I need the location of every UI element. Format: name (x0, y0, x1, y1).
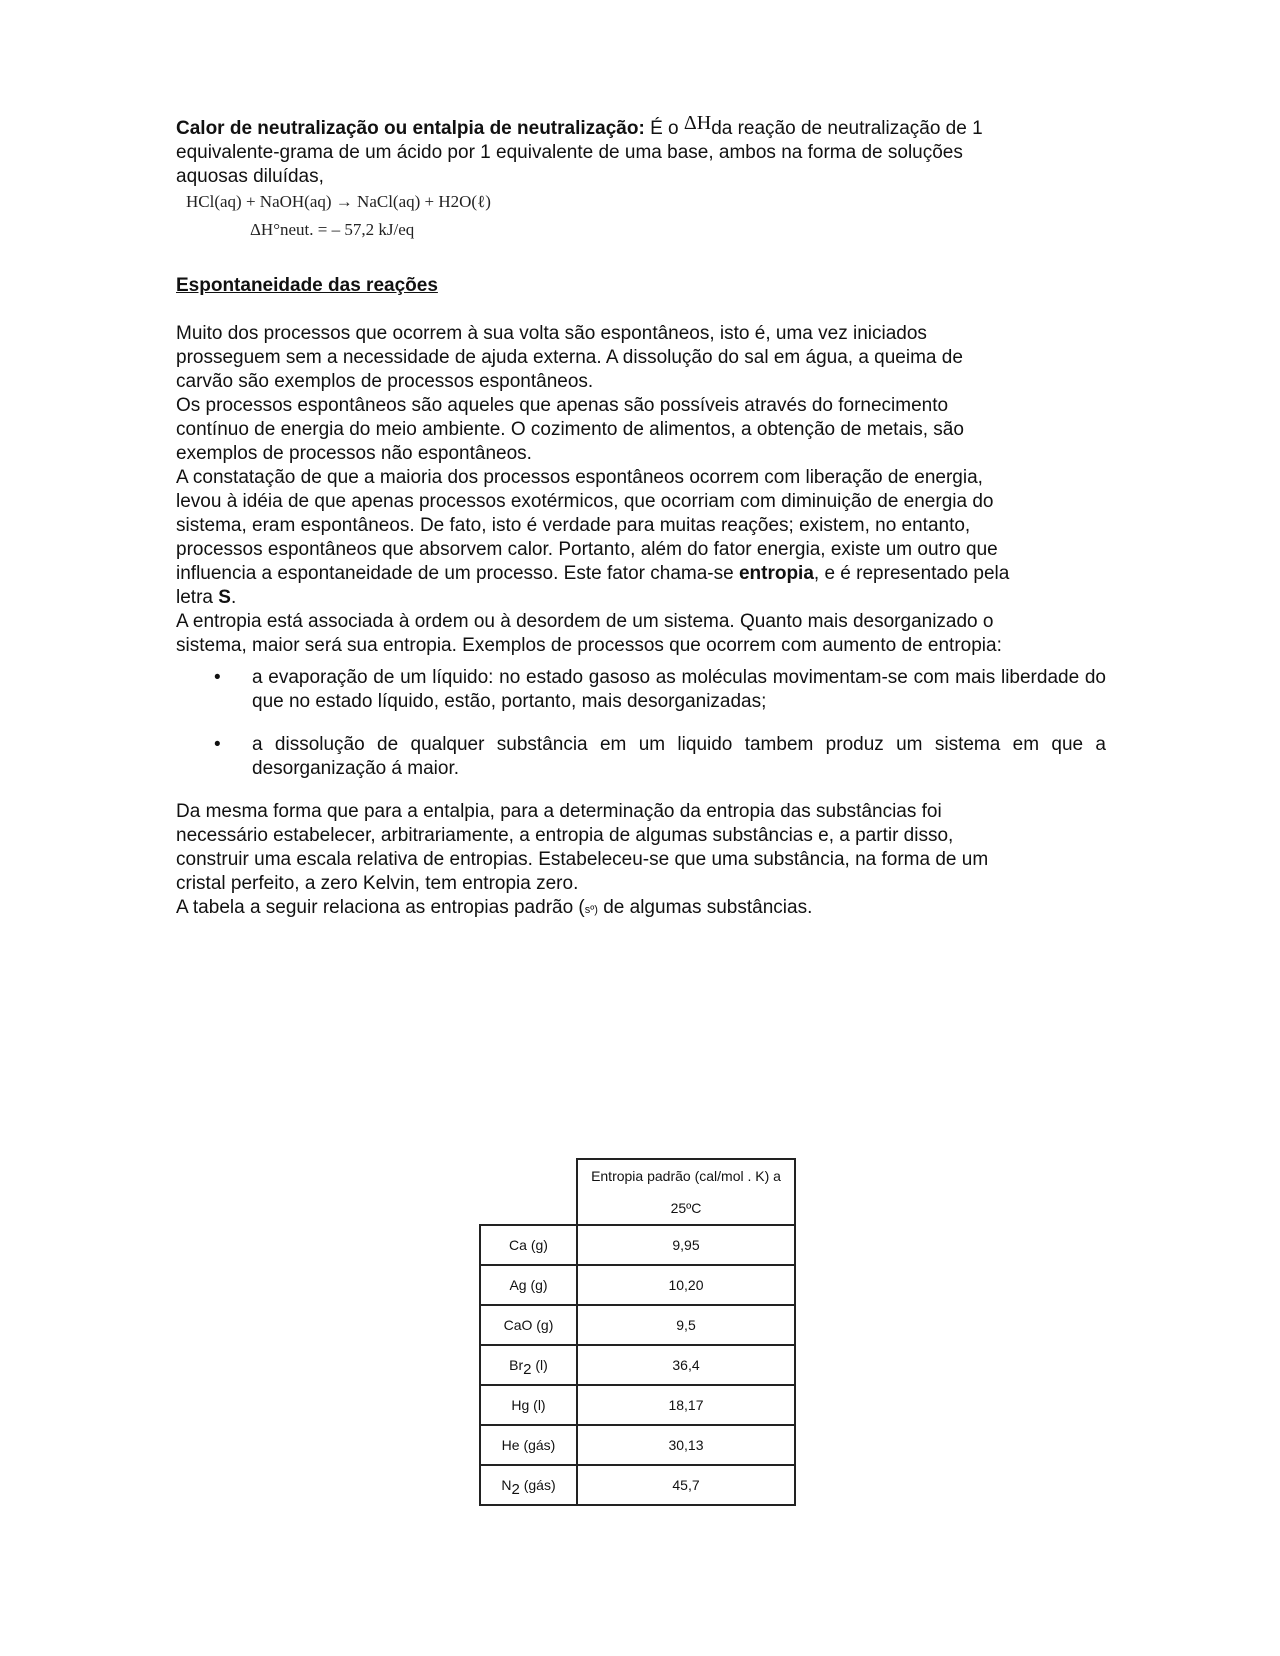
closing-line-5-post: de algumas substâncias. (597, 897, 813, 918)
table-row (480, 1305, 795, 1345)
section-heading: Espontaneidade das reações (176, 275, 438, 296)
substance-symbol: N (501, 1476, 512, 1493)
intro-line-3: aquosas diluídas, (176, 166, 324, 187)
entropy-value-cell: 9,95 (577, 1225, 795, 1265)
paragraph-3-line-4: processos espontâneos que absorvem calor. Portanto, além do fator energia, existe um outro que (176, 539, 998, 560)
closing-line-4: cristal perfeito, a zero Kelvin, tem entropia zero. (176, 873, 579, 894)
bullet-icon: • (214, 734, 221, 755)
paragraph-3-line-5-pre: influencia a espontaneidade de um processo. Este fator chama-se (176, 563, 739, 584)
substance-cell: He (gás) (480, 1425, 577, 1465)
table-header-row (480, 1159, 795, 1225)
equation-line-2: ΔH°neut. = – 57,2 kJ/eq (250, 220, 415, 239)
closing-line-5 (176, 896, 1106, 922)
list-item-text: a dissolução de qualquer substância em um liquido tambem produz um sistema em que a desorganização á maior. (252, 734, 1106, 779)
entropy-value-cell: 10,20 (577, 1265, 795, 1305)
table-row (480, 1425, 795, 1465)
paragraph-2-line-2: contínuo de energia do meio ambiente. O cozimento de alimentos, a obtenção de metais, são (176, 419, 964, 440)
substance-cell (480, 1345, 577, 1385)
paragraph-1-line-3: carvão são exemplos de processos espontâneos. (176, 371, 594, 392)
paragraph-2-line-1: Os processos espontâneos são aqueles que apenas são possíveis através do fornecimento (176, 395, 949, 416)
paragraph-3-line-6 (176, 586, 1106, 610)
delta-h-symbol: ΔH (683, 112, 712, 134)
neutralization-equation (186, 188, 491, 244)
entropy-value-cell: 36,4 (577, 1345, 795, 1385)
list-item-text: a evaporação de um líquido: no estado gasoso as moléculas movimentam-se com mais liberdade do que no estado líquido, estão, portanto, mais desorganizadas; (252, 667, 1106, 712)
paragraph-1-line-2: prosseguem sem a necessidade de ajuda externa. A dissolução do sal em água, a queima de (176, 347, 963, 368)
table-corner-cell (480, 1159, 577, 1225)
table-row (480, 1225, 795, 1265)
paragraph-3-line-2: levou à idéia de que apenas processos exotérmicos, que ocorriam com diminuição de energia do (176, 491, 994, 512)
body-paragraphs (176, 322, 1106, 658)
substance-cell: Hg (l) (480, 1385, 577, 1425)
paragraph-1-line-1: Muito dos processos que ocorrem à sua volta são espontâneos, isto é, uma vez iniciados (176, 323, 927, 344)
entropy-examples-list (176, 666, 1106, 781)
intro-pre-symbol: É o (644, 118, 684, 139)
table-header-line-2: 25ºC (670, 1200, 702, 1216)
substance-cell (480, 1465, 577, 1505)
entropy-value-cell: 9,5 (577, 1305, 795, 1345)
substance-cell: Ag (g) (480, 1265, 577, 1305)
closing-line-2: necessário estabelecer, arbitrariamente, a entropia de algumas substâncias e, a partir disso, (176, 825, 954, 846)
table-header-line-1: Entropia padrão (cal/mol . K) a (591, 1168, 781, 1184)
intro-line-1 (176, 112, 1106, 141)
substance-state: (gás) (519, 1476, 556, 1493)
substance-cell: Ca (g) (480, 1225, 577, 1265)
paragraph-4-line-2: sistema, maior será sua entropia. Exemplos de processos que ocorrem com aumento de entropia: (176, 635, 1002, 656)
paragraph-3-line-5-post: , e é representado pela (813, 563, 1010, 584)
substance-cell: CaO (g) (480, 1305, 577, 1345)
substance-symbol: Br (509, 1356, 524, 1373)
s-zero-symbol: sº) (584, 904, 598, 916)
closing-line-3: construir uma escala relativa de entropias. Estabeleceu-se que uma substância, na forma de um (176, 849, 989, 870)
intro-label: Calor de neutralização ou entalpia de neutralização: (176, 118, 645, 139)
entropia-bold: entropia (738, 563, 814, 584)
substance-state: (l) (531, 1356, 548, 1373)
table-row (480, 1265, 795, 1305)
closing-line-1: Da mesma forma que para a entalpia, para a determinação da entropia das substâncias foi (176, 801, 942, 822)
substance-subscript: 2 (511, 1480, 520, 1498)
intro-line-1-rest: da reação de neutralização de 1 (711, 118, 983, 139)
entropy-value-cell: 18,17 (577, 1385, 795, 1425)
paragraph-3-line-3: sistema, eram espontâneos. De fato, isto é verdade para muitas reações; existem, no entanto, (176, 515, 971, 536)
closing-paragraph (176, 800, 1106, 922)
paragraph-3-line-5 (176, 562, 1106, 586)
table-row (480, 1465, 795, 1505)
paragraph-3-line-1: A constatação de que a maioria dos processos espontâneos ocorrem com liberação de energia, (176, 467, 983, 488)
closing-line-5-pre: A tabela a seguir relaciona as entropias padrão ( (176, 897, 585, 918)
table-header-cell (577, 1159, 795, 1225)
bullet-icon: • (214, 667, 221, 688)
table-row (480, 1385, 795, 1425)
intro-line-2: equivalente-grama de um ácido por 1 equivalente de uma base, ambos na forma de soluções (176, 142, 963, 163)
paragraph-4-line-1: A entropia está associada à ordem ou à desordem de um sistema. Quanto mais desorganizado o (176, 611, 994, 632)
intro-paragraph (176, 112, 1106, 189)
entropy-value-cell: 45,7 (577, 1465, 795, 1505)
equation-line-1: HCl(aq) + NaOH(aq) → NaCl(aq) + H2O(ℓ) (186, 192, 491, 211)
paragraph-2-line-3: exemplos de processos não espontâneos. (176, 443, 532, 464)
letra-text: letra (176, 587, 219, 608)
entropy-value-cell: 30,13 (577, 1425, 795, 1465)
list-item (176, 733, 1106, 781)
list-item (176, 666, 1106, 714)
table-row (480, 1345, 795, 1385)
letra-period: . (230, 587, 237, 608)
letter-s-bold: S (218, 587, 231, 608)
entropy-table (479, 1158, 796, 1506)
substance-subscript: 2 (523, 1360, 532, 1378)
